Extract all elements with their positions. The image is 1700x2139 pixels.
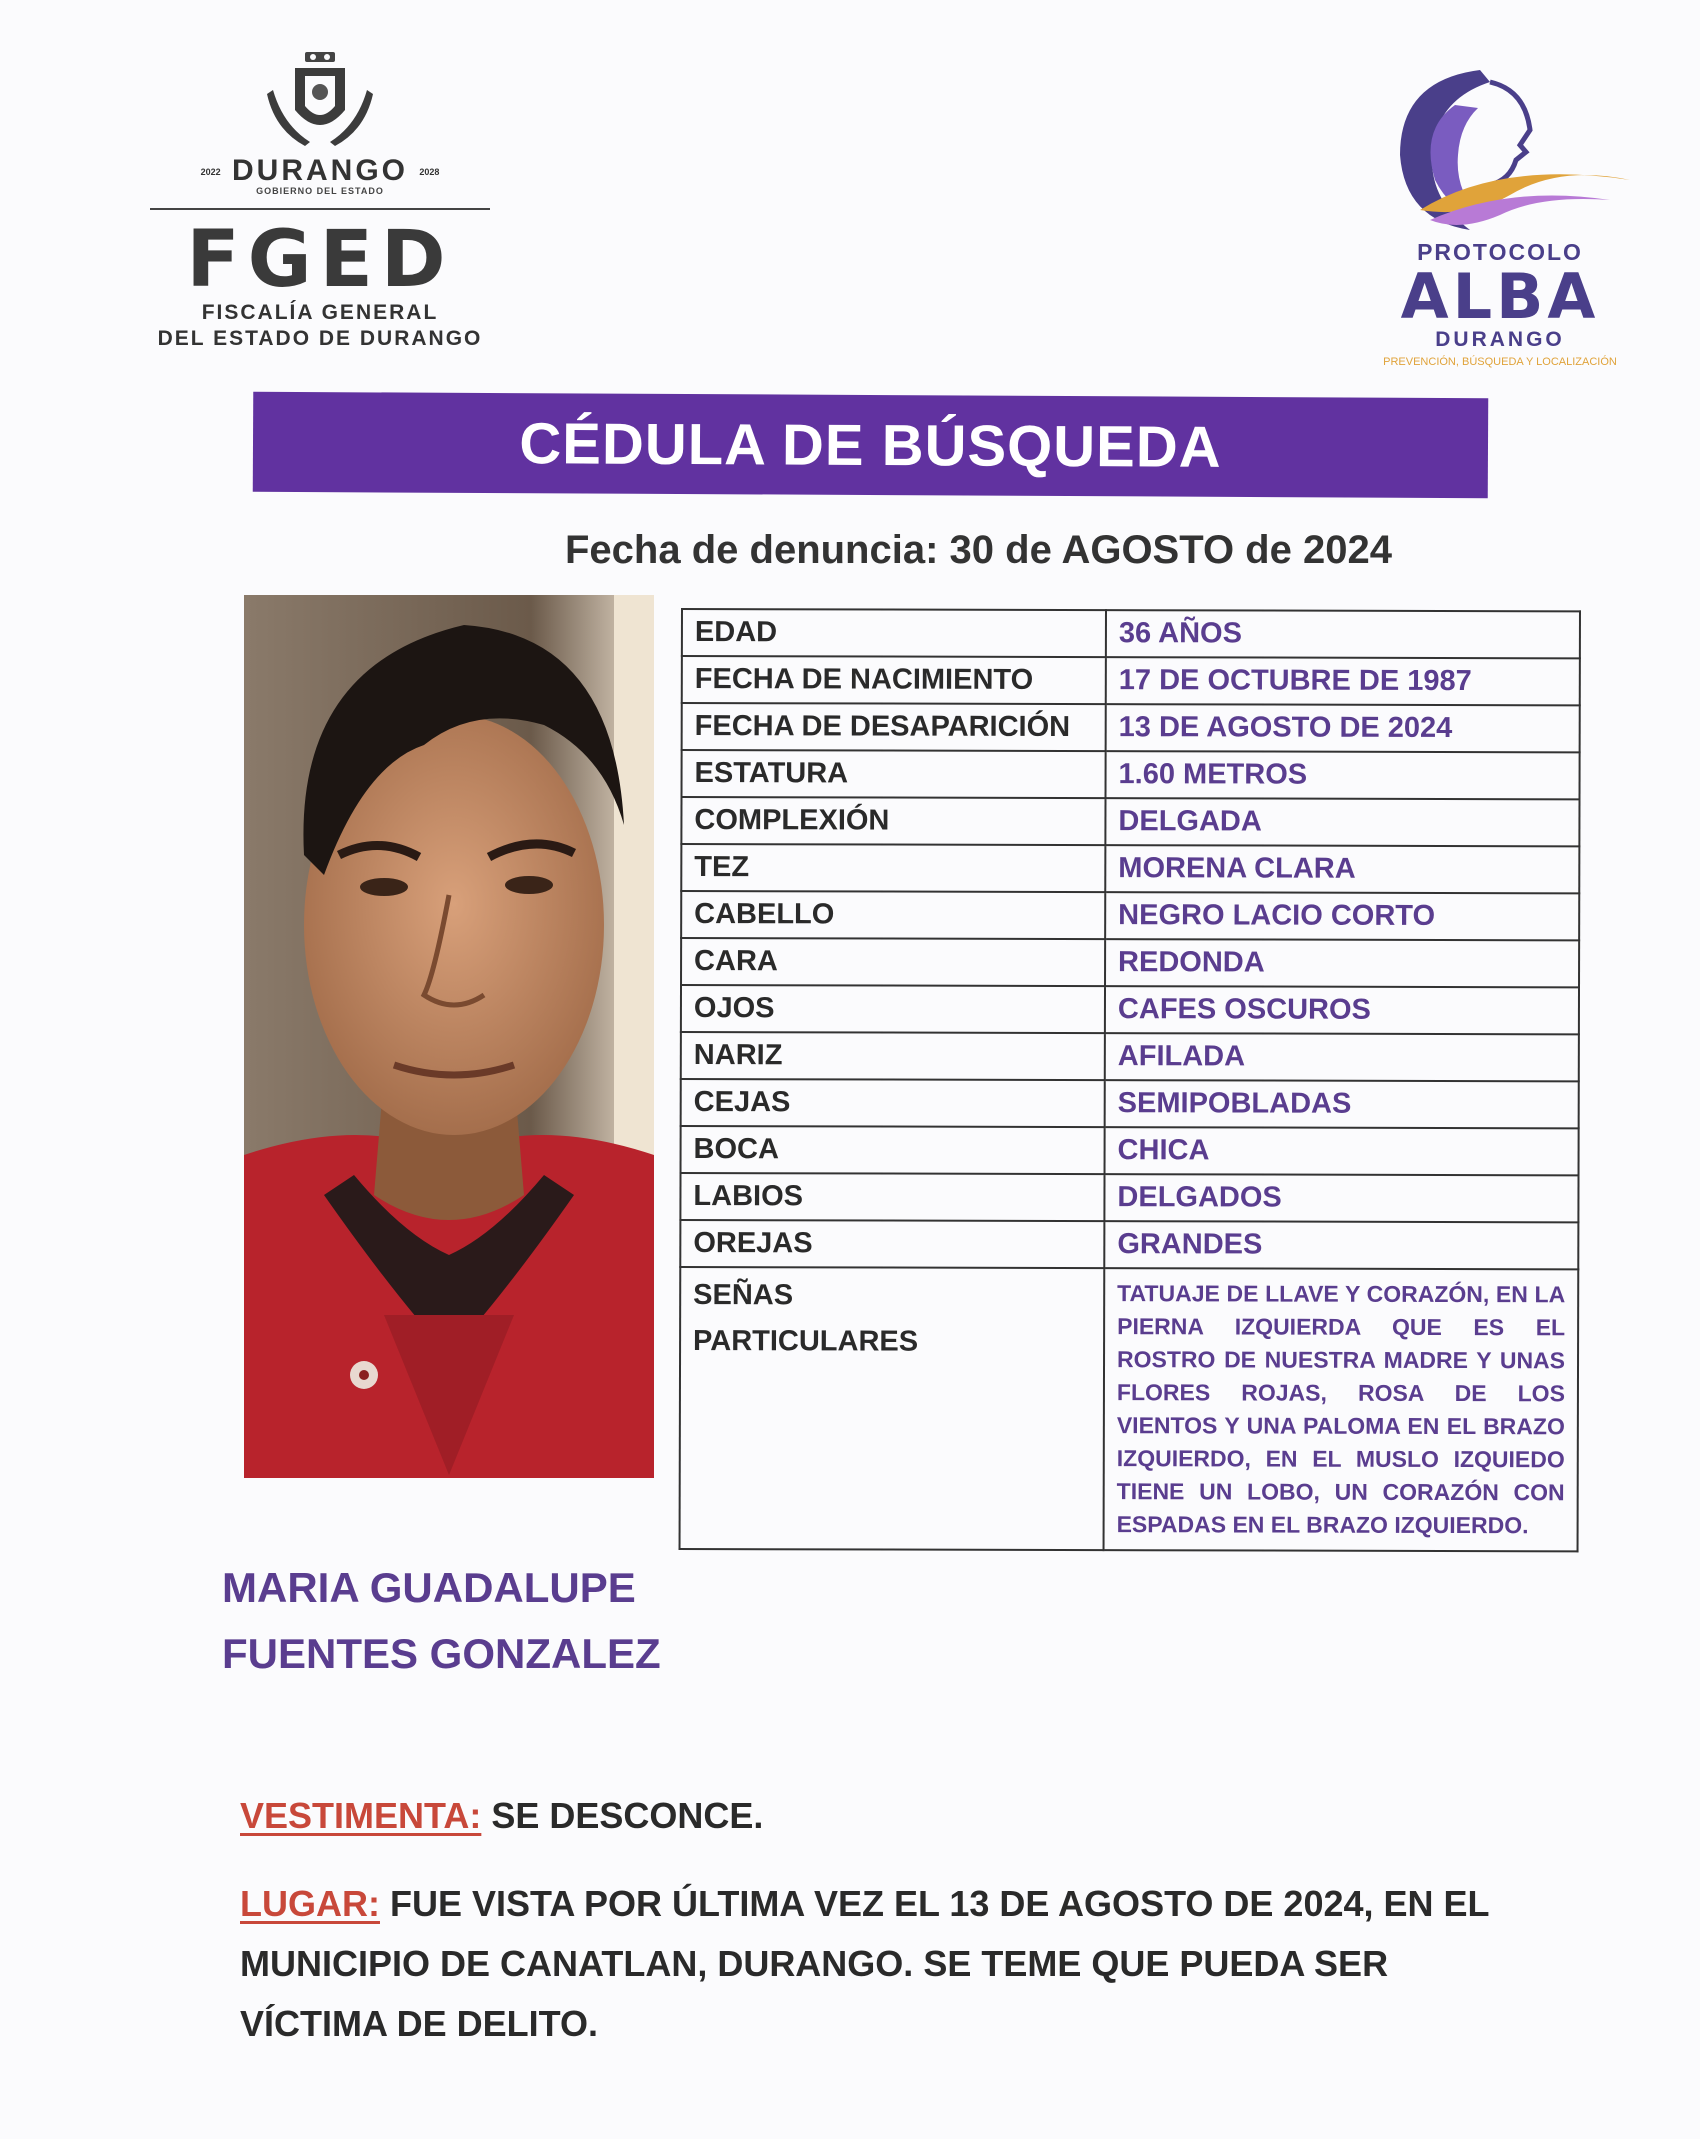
title-banner (253, 392, 1489, 498)
person-name-line-2: FUENTES GONZALEZ (222, 1630, 661, 1677)
detail-label: CABELLO (681, 891, 1105, 939)
table-row (682, 656, 1580, 705)
senas-row (680, 1267, 1579, 1551)
detail-label: OJOS (681, 985, 1105, 1033)
details-table (679, 608, 1581, 1552)
vestimenta-text: SE DESCONCE. (481, 1795, 764, 1836)
detail-value: NEGRO LACIO CORTO (1105, 892, 1579, 940)
person-name-line-1: MARIA GUADALUPE (222, 1564, 636, 1611)
table-row (682, 750, 1580, 799)
table-row (681, 891, 1579, 940)
alba-durango: DURANGO (1435, 328, 1565, 351)
person-photo (244, 595, 654, 1478)
detail-value: DELGADOS (1104, 1174, 1578, 1222)
senas-label-line-2: PARTICULARES (693, 1325, 919, 1358)
detail-value: SEMIPOBLADAS (1105, 1080, 1579, 1128)
lugar-text: FUE VISTA POR ÚLTIMA VEZ EL 13 DE AGOSTO DE 2024, EN EL MUNICIPIO DE CANATLAN, DURANGO. SE TEME QUE PUEDA SER VÍCTIMA DE DELITO. (240, 1883, 1489, 2044)
detail-label: EDAD (682, 609, 1106, 657)
detail-label: NARIZ (681, 1032, 1105, 1080)
logo-divider (150, 208, 490, 210)
page-title: CÉDULA DE BÚSQUEDA (519, 410, 1222, 480)
vestimenta-info (240, 1786, 1490, 1846)
detail-value: GRANDES (1104, 1221, 1578, 1269)
lugar-label: LUGAR: (240, 1883, 380, 1924)
table-row (680, 1220, 1578, 1269)
fged-logo (150, 50, 490, 350)
detail-label: OREJAS (680, 1220, 1104, 1268)
table-row (681, 1126, 1579, 1175)
detail-label: ESTATURA (682, 750, 1106, 798)
detail-value: 1.60 METROS (1106, 751, 1580, 799)
fiscalia-line-2: DEL ESTADO DE DURANGO (157, 327, 483, 350)
lugar-info (240, 1874, 1490, 2054)
person-name (222, 1555, 661, 1687)
alba-tagline: PREVENCIÓN, BÚSQUEDA Y LOCALIZACIÓN (1383, 356, 1617, 368)
fged-acronym: FGED (186, 215, 454, 305)
detail-label: BOCA (681, 1126, 1105, 1174)
durango-wordmark: 2022 DURANGO 2028 (200, 154, 440, 187)
detail-label: LABIOS (680, 1173, 1104, 1221)
fiscalia-line-1: FISCALÍA GENERAL (201, 301, 439, 324)
detail-label: COMPLEXIÓN (681, 797, 1105, 845)
alba-logo (1360, 60, 1640, 368)
detail-value: 17 DE OCTUBRE DE 1987 (1106, 657, 1580, 705)
detail-value: CHICA (1105, 1127, 1579, 1175)
detail-value: MORENA CLARA (1105, 845, 1579, 893)
state-crest-icon (265, 50, 375, 150)
alba-protocolo: PROTOCOLO (1417, 239, 1583, 265)
senas-label-line-1: SEÑAS (693, 1279, 794, 1312)
detail-label: TEZ (681, 844, 1105, 892)
vestimenta-label: VESTIMENTA: (240, 1795, 482, 1836)
detail-value: 36 AÑOS (1106, 610, 1580, 658)
detail-label: CARA (681, 938, 1105, 986)
table-row (681, 797, 1579, 846)
table-row (681, 1032, 1579, 1081)
report-date: Fecha de denuncia: 30 de AGOSTO de 2024 (565, 528, 1392, 572)
senas-value: TATUAJE DE LLAVE Y CORAZÓN, EN LA PIERNA IZQUIERDA QUE ES EL ROSTRO DE NUESTRA MADRE Y UNAS FLORES ROJAS, ROSA DE LOS VIENTOS Y UNA PALOMA EN EL BRAZO IZQUIERDO, EN EL MUSLO IZQUIEDO TIENE UN LOBO, UN CORAZÓN CON ESPADAS EN EL BRAZO IZQUIERDO. (1104, 1268, 1579, 1551)
alba-wordmark: ALBA (1400, 260, 1600, 333)
person-photo-image (244, 595, 654, 1478)
gobierno-subtitle: GOBIERNO DEL ESTADO (256, 186, 384, 196)
senas-label (680, 1267, 1105, 1550)
detail-value: 13 DE AGOSTO DE 2024 (1106, 704, 1580, 752)
detail-label: FECHA DE DESAPARICIÓN (682, 703, 1106, 751)
alba-face-icon (1360, 60, 1640, 240)
detail-value: REDONDA (1105, 939, 1579, 987)
detail-value: CAFES OSCUROS (1105, 986, 1579, 1034)
table-row (681, 1079, 1579, 1128)
detail-value: AFILADA (1105, 1033, 1579, 1081)
detail-label: CEJAS (681, 1079, 1105, 1127)
table-row (681, 985, 1579, 1034)
table-row (682, 609, 1580, 658)
table-row (680, 1173, 1578, 1222)
detail-value: DELGADA (1105, 798, 1579, 846)
table-row (681, 844, 1579, 893)
table-row (682, 703, 1580, 752)
table-row (681, 938, 1579, 987)
detail-label: FECHA DE NACIMIENTO (682, 656, 1106, 704)
